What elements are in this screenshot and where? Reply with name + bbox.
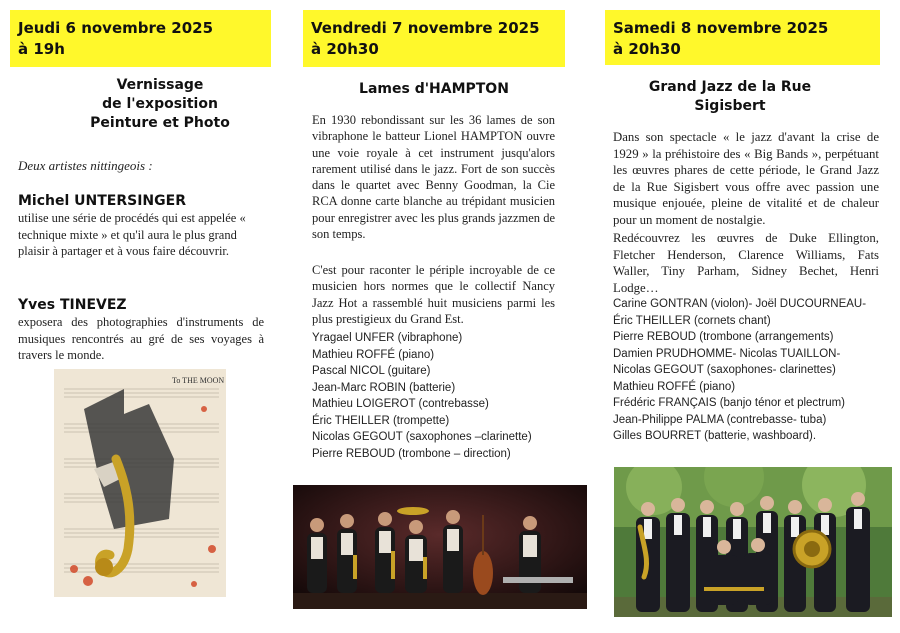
saxophone-painting-icon [54, 369, 226, 597]
list-item: Nicolas GEGOUT (saxophones –clarinette) [312, 431, 532, 443]
list-item: Pierre REBOUD (trombone (arrangements) [613, 331, 834, 343]
date-banner-saturday [605, 10, 880, 65]
list-item: Gilles BOURRET (batterie, washboard). [613, 430, 817, 442]
painting-caption: To THE MOON [172, 376, 225, 385]
band-group-photo-icon [614, 467, 892, 617]
list-item: Éric THEILLER (trompette) [312, 414, 450, 427]
list-item: Mathieu LOIGEROT (contrebasse) [312, 398, 489, 410]
artists-intro: Deux artistes nittingeois : [18, 158, 153, 173]
event-date: Vendredi 7 novembre 2025 [311, 19, 540, 37]
grand-jazz-description-2: Redécouvrez les œuvres de Duke Ellington, Fletcher Henderson, Clarence Williams, Fats Waller, Tiny Parham, Sidney Bechet, Henri Lodge… [613, 231, 879, 295]
artist-desc-tinevez: exposera des photographies d'instruments de musiques rencontrés au gré de ses voyages à travers le monde. [18, 315, 264, 362]
event-title-grand-jazz: Grand Jazz de la Rue Sigisbert [648, 79, 812, 114]
hampton-description-1: En 1930 rebondissant sur les 36 lames de son vibraphone le batteur Lionel HAMPTON ouvre une voie royale à cet instrument jusqu'alors rarement utilisé dans le jazz. Fort de son succès dans le quartet avec Benny Goodman, la Cie RCA donne carte blanche au trépidant musicien pour enregistrer avec les plus grands jazzmen de son temps. [312, 113, 555, 242]
date-banner-friday [303, 10, 565, 67]
painting-image [54, 369, 226, 597]
grand-jazz-group-photo [614, 467, 892, 617]
event-time: à 19h [18, 40, 65, 58]
list-item: Mathieu ROFFÉ (piano) [312, 348, 435, 361]
band-on-stage-icon [293, 485, 587, 609]
list-item: Jean-Philippe PALMA (contrebasse- tuba) [613, 413, 827, 426]
event-title-hampton: Lames d'HAMPTON [359, 81, 509, 97]
list-item: Éric THEILLER (cornets chant) [613, 314, 771, 327]
list-item: Mathieu ROFFÉ (piano) [613, 380, 736, 393]
list-item: Damien PRUDHOMME- Nicolas TUAILLON- [613, 347, 841, 360]
list-item: Jean-Marc ROBIN (batterie) [312, 381, 456, 394]
artist-name-untersinger: Michel UNTERSINGER [18, 193, 186, 209]
hampton-band-photo [293, 485, 587, 609]
list-item: Nicolas GEGOUT (saxophones- clarinettes) [613, 364, 836, 376]
event-title-vernissage: Vernissage de l'exposition Peinture et Photo [90, 77, 230, 131]
event-date: Samedi 8 novembre 2025 [613, 19, 829, 37]
grand-jazz-musicians-list [613, 296, 866, 445]
event-time: à 20h30 [613, 40, 681, 58]
list-item: Frédéric FRANÇAIS (banjo ténor et plectrum) [613, 397, 845, 409]
hampton-musicians-list [312, 330, 532, 462]
artist-name-tinevez: Yves TINEVEZ [18, 297, 127, 313]
list-item: Pascal NICOL (guitare) [312, 365, 431, 377]
grand-jazz-description-1: Dans son spectacle « le jazz d'avant la crise de 1929 » la préhistoire des « Big Bands », perpétuant les œuvres phares de cette période, le Grand Jazz de la Rue Sigisbert vous offre avec passion une musique enjouée, pleine de vitalité et de chaleur pour un moment de nostalgie. [613, 130, 879, 227]
event-date: Jeudi 6 novembre 2025 [18, 19, 214, 37]
artist-desc-untersinger: utilise une série de procédés qui est appelée « technique mixte » et qu'il aura le plus grand plaisir à partager et à vous faire découvrir. [18, 211, 246, 258]
hampton-description-2: C'est pour raconter le périple incroyable de ce musicien hors normes que le collectif Nancy Jazz Hot a rassemblé huit musiciens parmi les plus prestigieux du Grand Est. [312, 263, 555, 326]
event-time: à 20h30 [311, 40, 379, 58]
list-item: Yragael UNFER (vibraphone) [312, 332, 463, 344]
list-item: Carine GONTRAN (violon)- Joël DUCOURNEAU- [613, 298, 867, 310]
date-banner-thursday [10, 10, 271, 67]
list-item: Pierre REBOUD (trombone – direction) [312, 447, 511, 460]
